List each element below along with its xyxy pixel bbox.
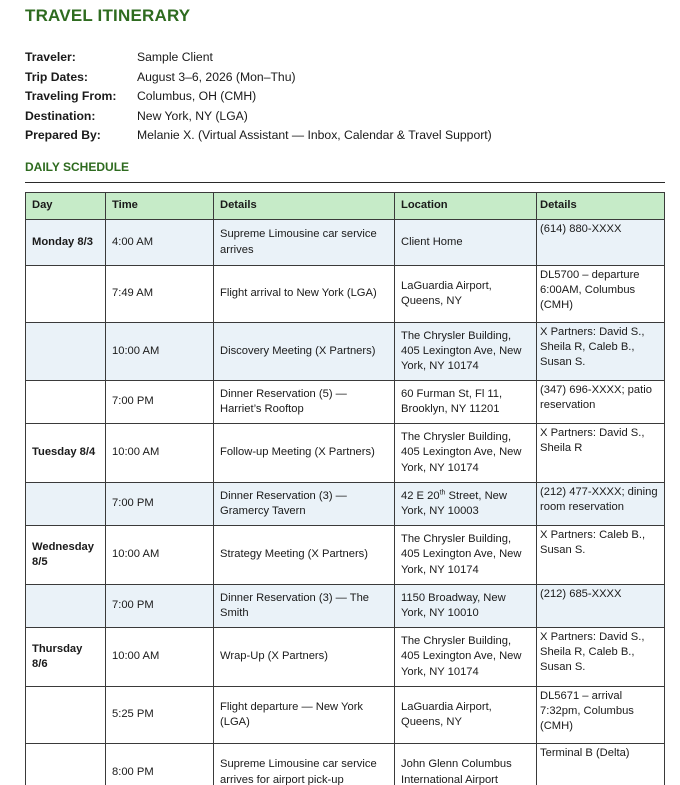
notes-cell: X Partners: David S., Sheila R, Caleb B., Susan S. [537,628,665,687]
details-cell: Strategy Meeting (X Partners) [214,526,395,585]
meta-value: Sample Client [137,50,213,64]
day-cell [26,483,106,526]
column-header-time: Time [106,193,214,220]
trip-info [25,48,492,146]
traveling-from-row [25,87,492,107]
time-cell: 7:49 AM [106,266,214,323]
meta-value: New York, NY (LGA) [137,108,248,123]
location-text: Street, New York, NY 10003 [401,489,507,517]
location-cell: The Chrysler Building, 405 Lexington Ave, New York, NY 10174 [395,424,537,483]
table-row [26,323,665,381]
notes-cell: X Partners: Caleb B., Susan S. [537,526,665,585]
time-cell: 4:00 AM [106,220,214,266]
table-row [26,526,665,585]
details-cell: Flight departure — New York (LGA) [214,687,395,744]
time-cell: 7:00 PM [106,585,214,628]
table-row [26,381,665,424]
details-cell: Wrap-Up (X Partners) [214,628,395,687]
table-row [26,585,665,628]
day-cell [26,266,106,323]
details-cell: Dinner Reservation (3) — The Smith [214,585,395,628]
location-cell [395,483,537,526]
meta-label: Trip Dates: [25,69,88,84]
section-title: DAILY SCHEDULE [25,160,130,174]
location-cell: 1150 Broadway, New York, NY 10010 [395,585,537,628]
notes-cell: X Partners: David S., Sheila R [537,424,665,483]
day-cell: Wednesday 8/5 [26,526,106,585]
column-header-notes: Details [537,193,665,220]
time-cell: 5:25 PM [106,687,214,744]
details-cell: Flight arrival to New York (LGA) [214,266,395,323]
notes-cell: DL5671 – arrival 7:32pm, Columbus (CMH) [537,687,665,744]
details-cell: Supreme Limousine car service arrives for airport pick-up [214,744,395,785]
time-cell: 10:00 AM [106,424,214,483]
trip-dates-row [25,68,492,88]
location-cell: John Glenn Columbus International Airport [395,744,537,785]
location-cell: LaGuardia Airport, Queens, NY [395,687,537,744]
day-cell [26,744,106,785]
table-row [26,220,665,266]
table-row [26,424,665,483]
time-cell: 7:00 PM [106,483,214,526]
meta-value: August 3–6, 2026 (Mon–Thu) [137,69,296,84]
location-cell: LaGuardia Airport, Queens, NY [395,266,537,323]
time-cell: 10:00 AM [106,323,214,381]
meta-label: Traveler: [25,50,76,64]
schedule-table [25,192,665,785]
location-cell: The Chrysler Building, 405 Lexington Ave, New York, NY 10174 [395,323,537,381]
prepared-by-row [25,126,492,146]
traveler-row [25,48,492,68]
time-cell: 7:00 PM [106,381,214,424]
section-divider [25,182,665,183]
document-title: TRAVEL ITINERARY [25,6,191,25]
destination-row [25,107,492,127]
details-cell: Supreme Limousine car service arrives [214,220,395,266]
column-header-details: Details [214,193,395,220]
day-cell [26,585,106,628]
meta-value: Columbus, OH (CMH) [137,89,257,104]
day-cell [26,381,106,424]
notes-cell: (347) 696-XXXX; patio reservation [537,381,665,424]
column-header-day: Day [26,193,106,220]
time-cell: 8:00 PM [106,744,214,785]
details-cell: Dinner Reservation (5) — Harriet’s Rooftop [214,381,395,424]
day-cell [26,323,106,381]
details-cell: Follow-up Meeting (X Partners) [214,424,395,483]
table-row [26,483,665,526]
table-row [26,687,665,744]
day-cell: Monday 8/3 [26,220,106,266]
time-cell: 10:00 AM [106,526,214,585]
day-cell [26,687,106,744]
table-header-row [26,193,665,220]
location-cell: The Chrysler Building, 405 Lexington Ave, New York, NY 10174 [395,628,537,687]
meta-label: Destination: [25,108,96,123]
time-cell: 10:00 AM [106,628,214,687]
table-row [26,628,665,687]
table-row [26,744,665,785]
table-row [26,266,665,323]
day-cell: Tuesday 8/4 [26,424,106,483]
location-cell: Client Home [395,220,537,266]
day-cell: Thursday 8/6 [26,628,106,687]
location-cell: The Chrysler Building, 405 Lexington Ave, New York, NY 10174 [395,526,537,585]
meta-label: Traveling From: [25,89,117,104]
notes-cell: (212) 477-XXXX; dining room reservation [537,483,665,526]
location-cell: 60 Furman St, Fl 11, Brooklyn, NY 11201 [395,381,537,424]
column-header-location: Location [395,193,537,220]
ordinal-suffix: th [439,489,446,497]
details-cell: Discovery Meeting (X Partners) [214,323,395,381]
location-text: 42 E 20 [401,489,440,502]
meta-value: Melanie X. (Virtual Assistant — Inbox, Calendar & Travel Support) [137,128,492,143]
details-cell: Dinner Reservation (3) — Gramercy Tavern [214,483,395,526]
notes-cell: (212) 685-XXXX [537,585,665,628]
notes-cell: (614) 880-XXXX [537,220,665,266]
meta-label: Prepared By: [25,128,101,143]
notes-cell: X Partners: David S., Sheila R, Caleb B., Susan S. [537,323,665,381]
notes-cell: Terminal B (Delta) [537,744,665,785]
notes-cell: DL5700 – departure 6:00AM, Columbus (CMH) [537,266,665,323]
